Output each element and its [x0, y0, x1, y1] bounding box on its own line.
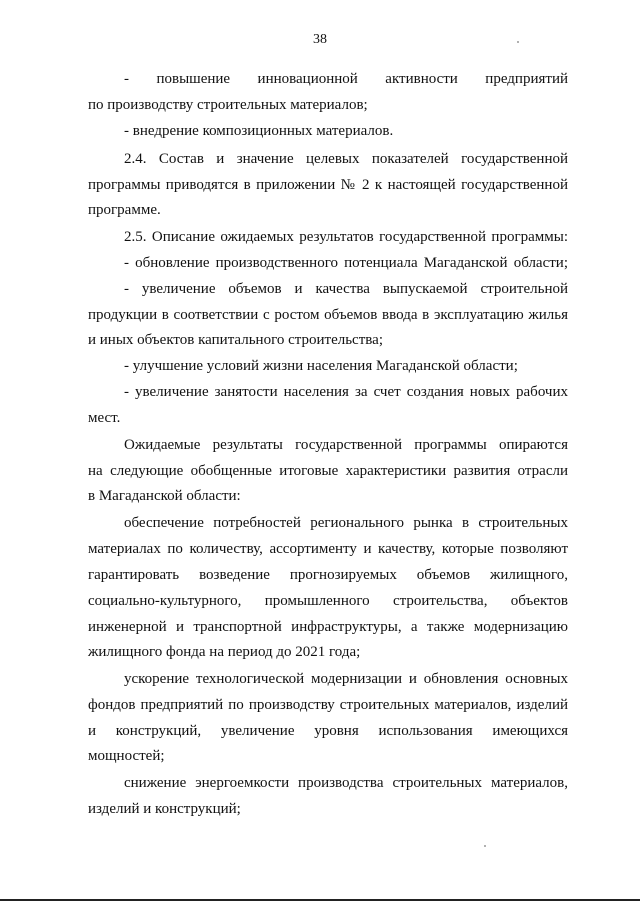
scan-speck	[484, 845, 486, 847]
text-line: - увеличение объемов и качества выпускаемой строительной	[124, 281, 568, 297]
text-line: программе.	[88, 202, 161, 218]
text-line: жилищного фонда на период до 2021 года;	[88, 644, 361, 660]
text-line: - повышение инновационной активности предприятий	[124, 71, 568, 87]
text-line: продукции в соответствии с ростом объемов ввода в эксплуатацию жилья	[88, 307, 568, 323]
text-line: обеспечение потребностей регионального рынка в строительных	[124, 515, 568, 531]
text-line: по производству строительных материалов;	[88, 97, 368, 113]
text-line: на следующие обобщенные итоговые характеристики развития отрасли	[88, 463, 568, 479]
text-line: программы приводятся в приложении № 2 к настоящей государственной	[88, 177, 568, 193]
text-line: 2.5. Описание ожидаемых результатов государственной программы:	[124, 229, 568, 245]
text-line: мощностей;	[88, 748, 165, 764]
text-line: и конструкций, увеличение уровня использования имеющихся	[88, 723, 568, 739]
text-line: - увеличение занятости населения за счет создания новых рабочих	[124, 384, 568, 400]
text-line: гарантировать возведение прогнозируемых объемов жилищного,	[88, 567, 568, 583]
text-line: в Магаданской области:	[88, 488, 241, 504]
text-line: - обновление производственного потенциала Магаданской области;	[124, 255, 568, 271]
text-line: изделий и конструкций;	[88, 801, 241, 817]
text-line: 2.4. Состав и значение целевых показателей государственной	[124, 151, 568, 167]
text-line: Ожидаемые результаты государственной программы опираются	[124, 437, 568, 453]
text-line: - внедрение композиционных материалов.	[124, 123, 394, 139]
text-line: - улучшение условий жизни населения Магаданской области;	[124, 358, 518, 374]
text-line: инженерной и транспортной инфраструктуры, а также модернизацию	[88, 619, 568, 635]
text-line: мест.	[88, 410, 121, 426]
page-number: 38	[313, 32, 327, 47]
text-line: снижение энергоемкости производства строительных материалов,	[124, 775, 568, 791]
scan-speck	[517, 41, 519, 43]
text-line: социально-культурного, промышленного строительства, объектов	[88, 593, 568, 609]
scan-edge-line	[0, 899, 640, 901]
text-line: материалах по количеству, ассортименту и качеству, которые позволяют	[88, 541, 568, 557]
text-line: фондов предприятий по производству строительных материалов, изделий	[88, 697, 568, 713]
text-line: и иных объектов капитального строительства;	[88, 332, 383, 348]
text-line: ускорение технологической модернизации и обновления основных	[124, 671, 568, 687]
